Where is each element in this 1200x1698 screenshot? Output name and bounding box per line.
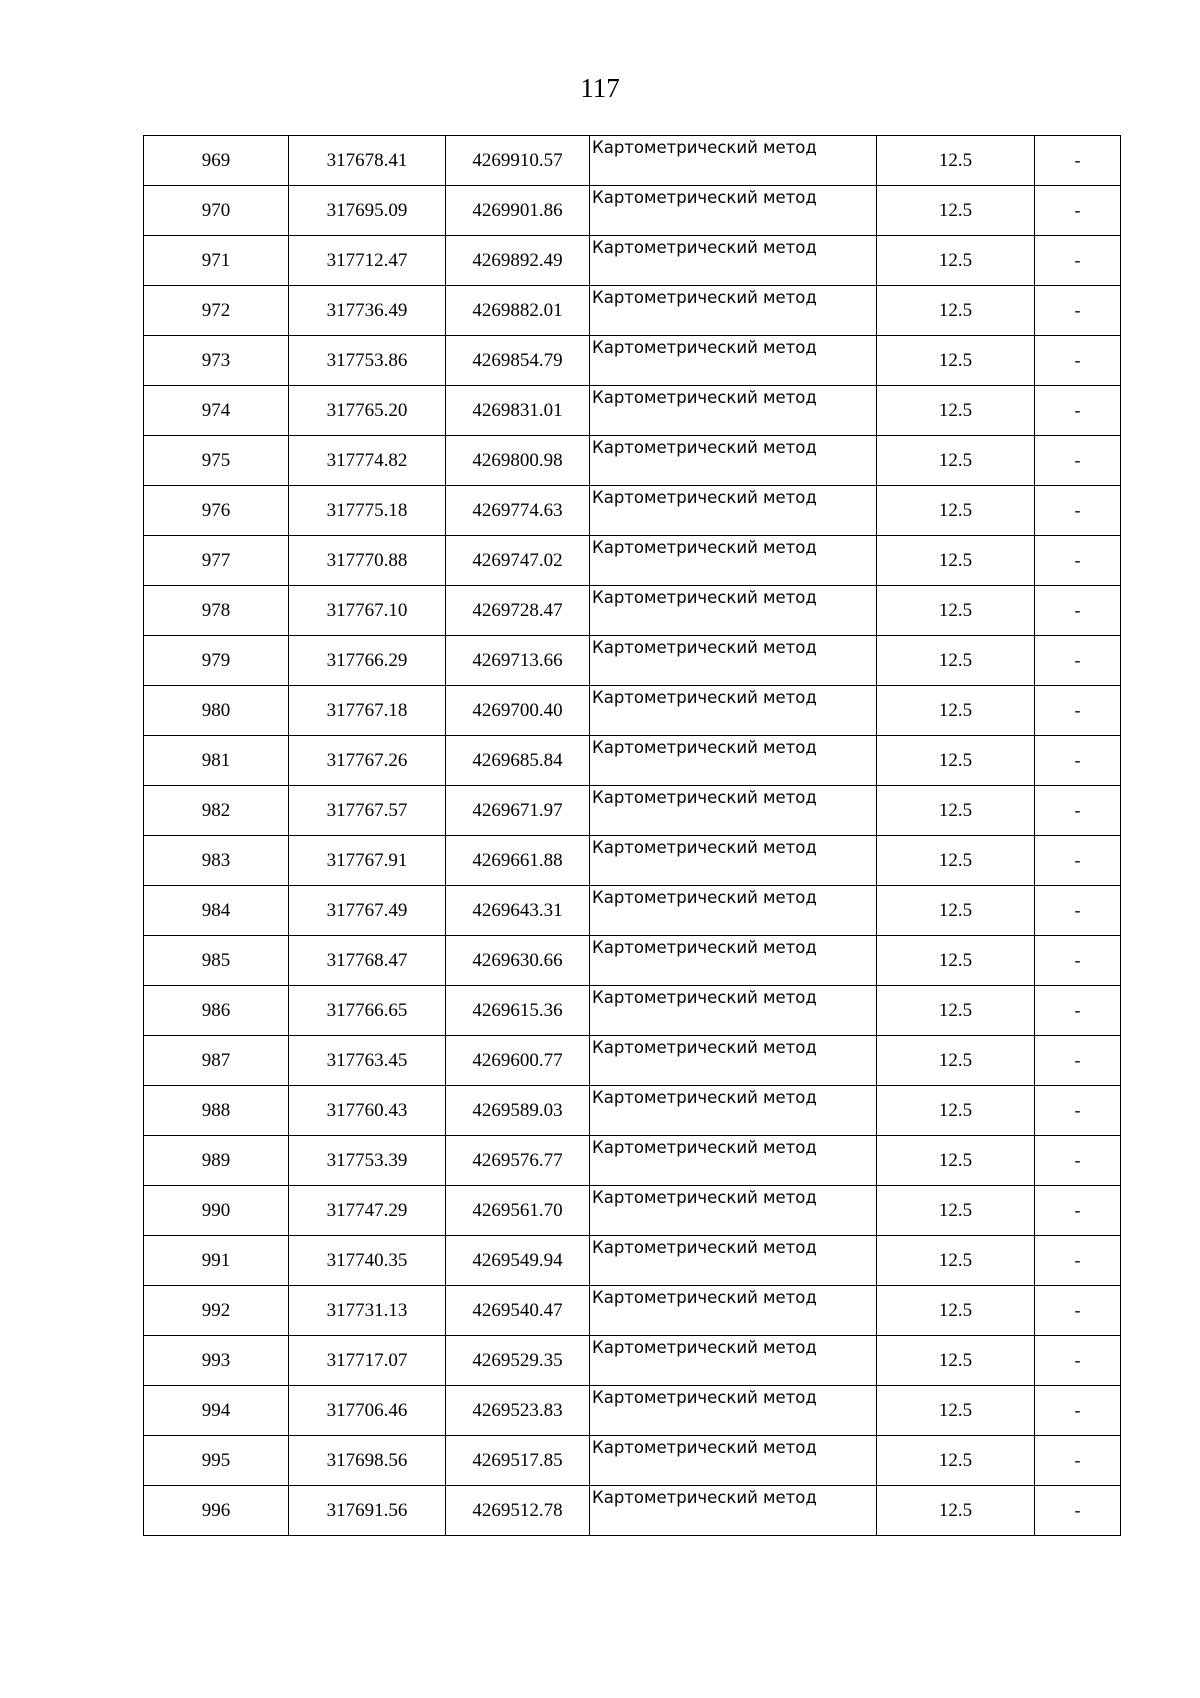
- x-coordinate-cell: 317774.82: [289, 436, 446, 486]
- method-cell: Картометрический метод: [590, 1236, 877, 1286]
- accuracy-cell: 12.5: [877, 436, 1035, 486]
- description-cell: -: [1035, 1236, 1121, 1286]
- method-cell: Картометрический метод: [590, 1086, 877, 1136]
- description-cell: -: [1035, 686, 1121, 736]
- accuracy-cell: 12.5: [877, 486, 1035, 536]
- table-row: [144, 586, 1121, 636]
- point-number-cell: 985: [144, 936, 289, 986]
- page-number: 117: [580, 73, 620, 103]
- table-row: [144, 886, 1121, 936]
- x-coordinate-cell: 317736.49: [289, 286, 446, 336]
- description-cell: -: [1035, 886, 1121, 936]
- method-cell: Картометрический метод: [590, 936, 877, 986]
- table-row: [144, 736, 1121, 786]
- method-cell: Картометрический метод: [590, 1436, 877, 1486]
- y-coordinate-cell: 4269561.70: [446, 1186, 590, 1236]
- y-coordinate-cell: 4269882.01: [446, 286, 590, 336]
- description-cell: -: [1035, 336, 1121, 386]
- table-row: [144, 686, 1121, 736]
- x-coordinate-cell: 317740.35: [289, 1236, 446, 1286]
- accuracy-cell: 12.5: [877, 286, 1035, 336]
- y-coordinate-cell: 4269901.86: [446, 186, 590, 236]
- method-cell: Картометрический метод: [590, 436, 877, 486]
- table-row: [144, 986, 1121, 1036]
- accuracy-cell: 12.5: [877, 1386, 1035, 1436]
- y-coordinate-cell: 4269747.02: [446, 536, 590, 586]
- point-number-cell: 971: [144, 236, 289, 286]
- x-coordinate-cell: 317717.07: [289, 1336, 446, 1386]
- x-coordinate-cell: 317767.49: [289, 886, 446, 936]
- point-number-cell: 990: [144, 1186, 289, 1236]
- y-coordinate-cell: 4269713.66: [446, 636, 590, 686]
- method-cell: Картометрический метод: [590, 836, 877, 886]
- x-coordinate-cell: 317775.18: [289, 486, 446, 536]
- x-coordinate-cell: 317760.43: [289, 1086, 446, 1136]
- accuracy-cell: 12.5: [877, 986, 1035, 1036]
- accuracy-cell: 12.5: [877, 336, 1035, 386]
- point-number-cell: 994: [144, 1386, 289, 1436]
- description-cell: -: [1035, 136, 1121, 186]
- description-cell: -: [1035, 1286, 1121, 1336]
- x-coordinate-cell: 317767.18: [289, 686, 446, 736]
- point-number-cell: 995: [144, 1436, 289, 1486]
- y-coordinate-cell: 4269512.78: [446, 1486, 590, 1536]
- table-row: [144, 536, 1121, 586]
- x-coordinate-cell: 317706.46: [289, 1386, 446, 1436]
- method-cell: Картометрический метод: [590, 1486, 877, 1536]
- description-cell: -: [1035, 236, 1121, 286]
- table-row: [144, 1336, 1121, 1386]
- point-number-cell: 969: [144, 136, 289, 186]
- coordinates-table-body: [144, 136, 1121, 1536]
- x-coordinate-cell: 317695.09: [289, 186, 446, 236]
- accuracy-cell: 12.5: [877, 936, 1035, 986]
- accuracy-cell: 12.5: [877, 1336, 1035, 1386]
- accuracy-cell: 12.5: [877, 836, 1035, 886]
- y-coordinate-cell: 4269671.97: [446, 786, 590, 836]
- x-coordinate-cell: 317753.86: [289, 336, 446, 386]
- x-coordinate-cell: 317766.65: [289, 986, 446, 1036]
- accuracy-cell: 12.5: [877, 1486, 1035, 1536]
- table-row: [144, 1186, 1121, 1236]
- x-coordinate-cell: 317747.29: [289, 1186, 446, 1236]
- accuracy-cell: 12.5: [877, 1236, 1035, 1286]
- method-cell: Картометрический метод: [590, 1386, 877, 1436]
- table-row: [144, 1236, 1121, 1286]
- description-cell: -: [1035, 736, 1121, 786]
- table-row: [144, 836, 1121, 886]
- y-coordinate-cell: 4269800.98: [446, 436, 590, 486]
- point-number-cell: 981: [144, 736, 289, 786]
- accuracy-cell: 12.5: [877, 186, 1035, 236]
- method-cell: Картометрический метод: [590, 186, 877, 236]
- y-coordinate-cell: 4269774.63: [446, 486, 590, 536]
- method-cell: Картометрический метод: [590, 636, 877, 686]
- table-row: [144, 1436, 1121, 1486]
- x-coordinate-cell: 317678.41: [289, 136, 446, 186]
- accuracy-cell: 12.5: [877, 1186, 1035, 1236]
- accuracy-cell: 12.5: [877, 586, 1035, 636]
- y-coordinate-cell: 4269529.35: [446, 1336, 590, 1386]
- y-coordinate-cell: 4269630.66: [446, 936, 590, 986]
- table-row: [144, 486, 1121, 536]
- description-cell: -: [1035, 486, 1121, 536]
- table-row: [144, 186, 1121, 236]
- y-coordinate-cell: 4269540.47: [446, 1286, 590, 1336]
- table-row: [144, 336, 1121, 386]
- x-coordinate-cell: 317753.39: [289, 1136, 446, 1186]
- x-coordinate-cell: 317768.47: [289, 936, 446, 986]
- point-number-cell: 988: [144, 1086, 289, 1136]
- method-cell: Картометрический метод: [590, 686, 877, 736]
- y-coordinate-cell: 4269517.85: [446, 1436, 590, 1486]
- point-number-cell: 979: [144, 636, 289, 686]
- point-number-cell: 975: [144, 436, 289, 486]
- method-cell: Картометрический метод: [590, 886, 877, 936]
- description-cell: -: [1035, 186, 1121, 236]
- accuracy-cell: 12.5: [877, 686, 1035, 736]
- description-cell: -: [1035, 636, 1121, 686]
- description-cell: -: [1035, 786, 1121, 836]
- y-coordinate-cell: 4269661.88: [446, 836, 590, 886]
- description-cell: -: [1035, 1136, 1121, 1186]
- point-number-cell: 973: [144, 336, 289, 386]
- method-cell: Картометрический метод: [590, 136, 877, 186]
- y-coordinate-cell: 4269523.83: [446, 1386, 590, 1436]
- method-cell: Картометрический метод: [590, 986, 877, 1036]
- y-coordinate-cell: 4269854.79: [446, 336, 590, 386]
- point-number-cell: 989: [144, 1136, 289, 1186]
- accuracy-cell: 12.5: [877, 1136, 1035, 1186]
- method-cell: Картометрический метод: [590, 536, 877, 586]
- x-coordinate-cell: 317698.56: [289, 1436, 446, 1486]
- method-cell: Картометрический метод: [590, 736, 877, 786]
- y-coordinate-cell: 4269892.49: [446, 236, 590, 286]
- y-coordinate-cell: 4269831.01: [446, 386, 590, 436]
- description-cell: -: [1035, 386, 1121, 436]
- accuracy-cell: 12.5: [877, 636, 1035, 686]
- method-cell: Картометрический метод: [590, 1286, 877, 1336]
- y-coordinate-cell: 4269576.77: [446, 1136, 590, 1186]
- accuracy-cell: 12.5: [877, 1036, 1035, 1086]
- method-cell: Картометрический метод: [590, 236, 877, 286]
- accuracy-cell: 12.5: [877, 1086, 1035, 1136]
- method-cell: Картометрический метод: [590, 386, 877, 436]
- x-coordinate-cell: 317767.26: [289, 736, 446, 786]
- accuracy-cell: 12.5: [877, 886, 1035, 936]
- method-cell: Картометрический метод: [590, 486, 877, 536]
- table-row: [144, 1136, 1121, 1186]
- point-number-cell: 977: [144, 536, 289, 586]
- method-cell: Картометрический метод: [590, 586, 877, 636]
- x-coordinate-cell: 317767.91: [289, 836, 446, 886]
- y-coordinate-cell: 4269589.03: [446, 1086, 590, 1136]
- table-row: [144, 936, 1121, 986]
- table-row: [144, 1286, 1121, 1336]
- accuracy-cell: 12.5: [877, 136, 1035, 186]
- x-coordinate-cell: 317691.56: [289, 1486, 446, 1536]
- accuracy-cell: 12.5: [877, 736, 1035, 786]
- description-cell: -: [1035, 286, 1121, 336]
- x-coordinate-cell: 317765.20: [289, 386, 446, 436]
- accuracy-cell: 12.5: [877, 1436, 1035, 1486]
- description-cell: -: [1035, 436, 1121, 486]
- x-coordinate-cell: 317712.47: [289, 236, 446, 286]
- description-cell: -: [1035, 1086, 1121, 1136]
- table-row: [144, 1086, 1121, 1136]
- description-cell: -: [1035, 836, 1121, 886]
- point-number-cell: 980: [144, 686, 289, 736]
- accuracy-cell: 12.5: [877, 386, 1035, 436]
- y-coordinate-cell: 4269549.94: [446, 1236, 590, 1286]
- description-cell: -: [1035, 936, 1121, 986]
- y-coordinate-cell: 4269600.77: [446, 1036, 590, 1086]
- description-cell: -: [1035, 586, 1121, 636]
- description-cell: -: [1035, 536, 1121, 586]
- point-number-cell: 991: [144, 1236, 289, 1286]
- description-cell: -: [1035, 1386, 1121, 1436]
- description-cell: -: [1035, 1336, 1121, 1386]
- accuracy-cell: 12.5: [877, 1286, 1035, 1336]
- y-coordinate-cell: 4269615.36: [446, 986, 590, 1036]
- point-number-cell: 996: [144, 1486, 289, 1536]
- table-row: [144, 636, 1121, 686]
- description-cell: -: [1035, 986, 1121, 1036]
- y-coordinate-cell: 4269700.40: [446, 686, 590, 736]
- x-coordinate-cell: 317770.88: [289, 536, 446, 586]
- method-cell: Картометрический метод: [590, 1036, 877, 1086]
- accuracy-cell: 12.5: [877, 536, 1035, 586]
- accuracy-cell: 12.5: [877, 786, 1035, 836]
- method-cell: Картометрический метод: [590, 1136, 877, 1186]
- table-row: [144, 1036, 1121, 1086]
- point-number-cell: 982: [144, 786, 289, 836]
- description-cell: -: [1035, 1186, 1121, 1236]
- table-row: [144, 1386, 1121, 1436]
- x-coordinate-cell: 317766.29: [289, 636, 446, 686]
- table-row: [144, 386, 1121, 436]
- table-row: [144, 286, 1121, 336]
- point-number-cell: 970: [144, 186, 289, 236]
- x-coordinate-cell: 317731.13: [289, 1286, 446, 1336]
- description-cell: -: [1035, 1036, 1121, 1086]
- table-row: [144, 436, 1121, 486]
- point-number-cell: 984: [144, 886, 289, 936]
- method-cell: Картометрический метод: [590, 1186, 877, 1236]
- table-row: [144, 136, 1121, 186]
- description-cell: -: [1035, 1436, 1121, 1486]
- description-cell: -: [1035, 1486, 1121, 1536]
- point-number-cell: 992: [144, 1286, 289, 1336]
- x-coordinate-cell: 317767.10: [289, 586, 446, 636]
- accuracy-cell: 12.5: [877, 236, 1035, 286]
- method-cell: Картометрический метод: [590, 786, 877, 836]
- table-row: [144, 786, 1121, 836]
- coordinates-table: [143, 135, 1121, 1536]
- x-coordinate-cell: 317763.45: [289, 1036, 446, 1086]
- y-coordinate-cell: 4269643.31: [446, 886, 590, 936]
- table-row: [144, 1486, 1121, 1536]
- point-number-cell: 974: [144, 386, 289, 436]
- table-row: [144, 236, 1121, 286]
- point-number-cell: 978: [144, 586, 289, 636]
- point-number-cell: 986: [144, 986, 289, 1036]
- method-cell: Картометрический метод: [590, 1336, 877, 1386]
- point-number-cell: 987: [144, 1036, 289, 1086]
- point-number-cell: 983: [144, 836, 289, 886]
- method-cell: Картометрический метод: [590, 286, 877, 336]
- x-coordinate-cell: 317767.57: [289, 786, 446, 836]
- y-coordinate-cell: 4269728.47: [446, 586, 590, 636]
- method-cell: Картометрический метод: [590, 336, 877, 386]
- point-number-cell: 993: [144, 1336, 289, 1386]
- point-number-cell: 972: [144, 286, 289, 336]
- y-coordinate-cell: 4269910.57: [446, 136, 590, 186]
- y-coordinate-cell: 4269685.84: [446, 736, 590, 786]
- point-number-cell: 976: [144, 486, 289, 536]
